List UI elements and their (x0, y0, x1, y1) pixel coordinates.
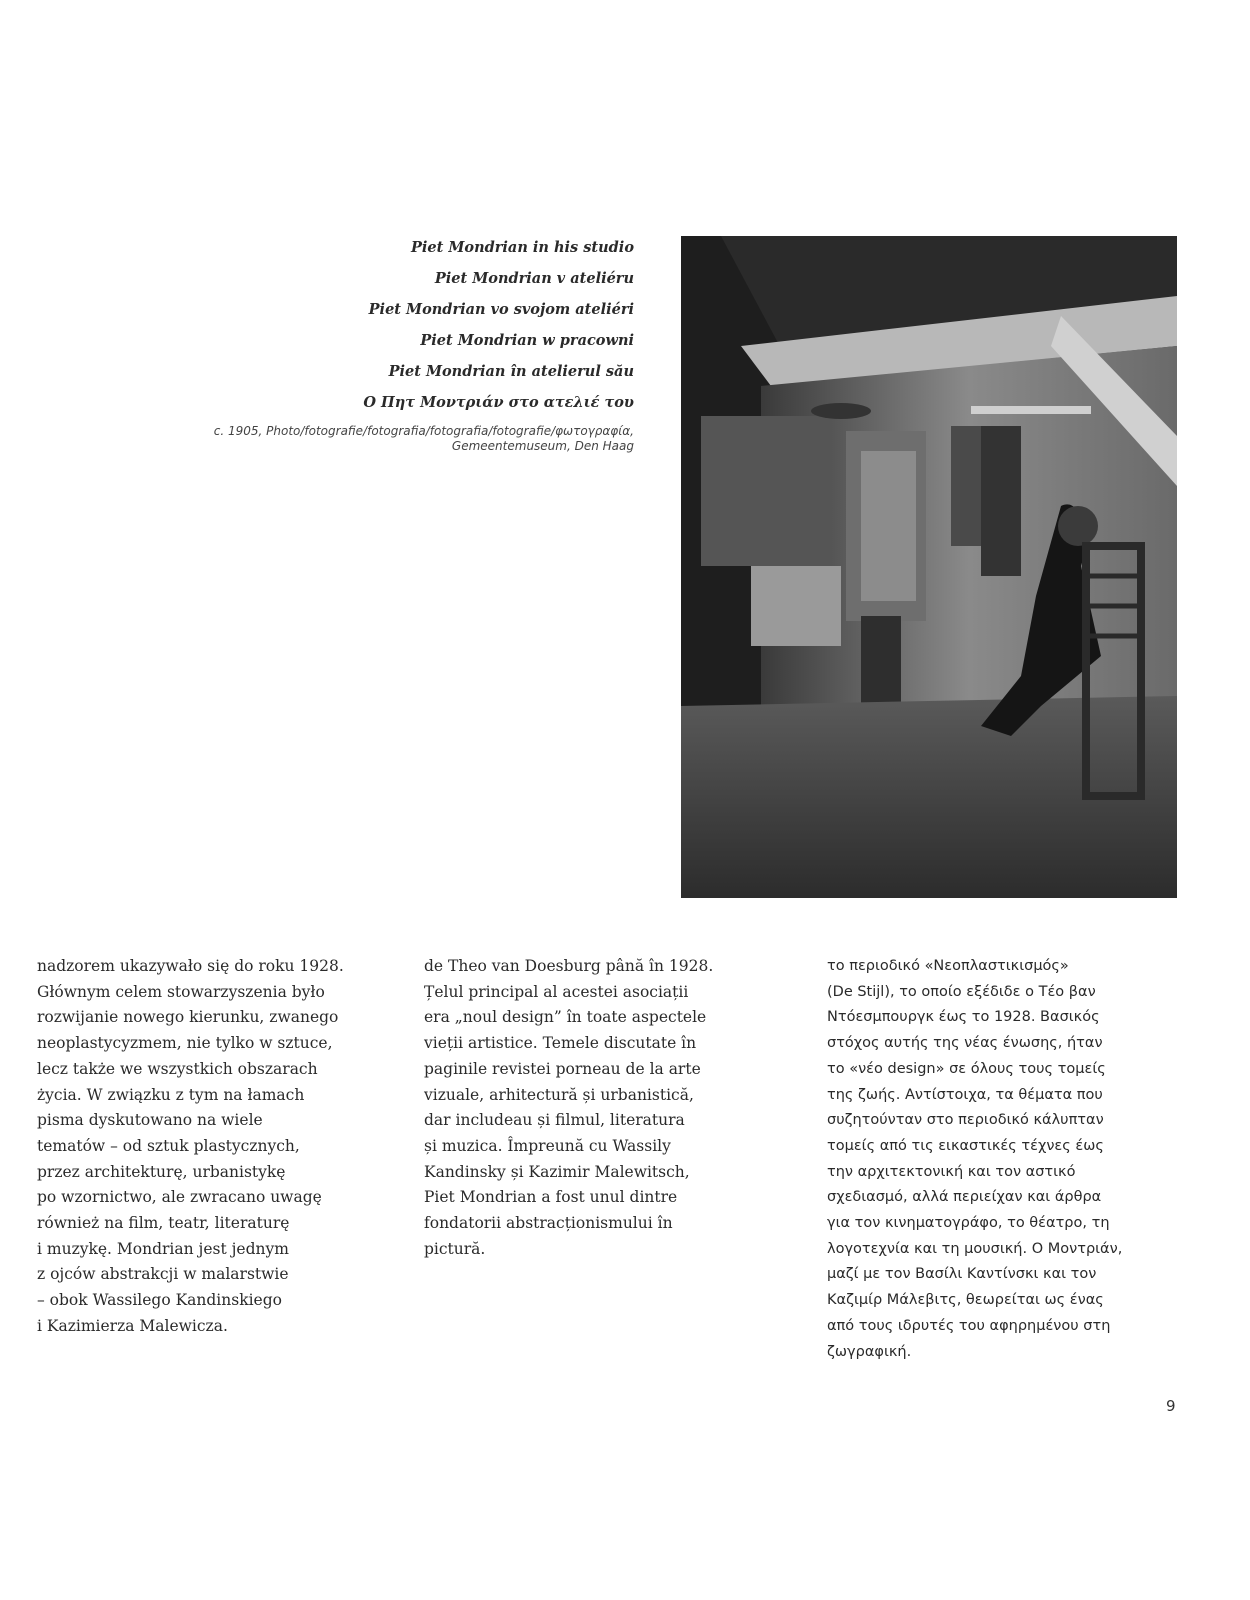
text-line: przez architekturę, urbanistykę (37, 1162, 286, 1181)
body-column-greek (827, 954, 1187, 1365)
photo-caption-block (114, 232, 634, 454)
text-line: Țelul principal al acestei asociații (424, 982, 689, 1001)
text-line: po wzornictwo, ale zwracano uwagę (37, 1188, 322, 1207)
text-line: ζωγραφική. (827, 1343, 912, 1360)
text-line: i muzykę. Mondrian jest jednym (37, 1239, 289, 1258)
text-line: Piet Mondrian a fost unul dintre (424, 1188, 678, 1207)
caption-english: Piet Mondrian in his studio (410, 239, 634, 256)
text-line: Καζιμίρ Μάλεβιτς, θεωρείται ως ένας (827, 1292, 1104, 1309)
text-line: de Theo van Doesburg până în 1928. (424, 957, 714, 975)
credit-line: c. 1905, Photo/fotografie/fotografia/fotografia/fotografie/φωτογραφία, (213, 424, 634, 438)
text-line: era „noul design” în toate aspectele (424, 1008, 707, 1027)
text-line: lecz także we wszystkich obszarach (37, 1059, 318, 1078)
caption-polish: Piet Mondrian w pracowni (420, 332, 634, 349)
text-line: paginile revistei porneau de la arte (424, 1059, 701, 1078)
text-line: της ζωής. Αντίστοιχα, τα θέματα που (827, 1086, 1103, 1103)
body-column-polish (37, 954, 397, 1340)
text-line: vizuale, arhitectură și urbanistică, (424, 1085, 694, 1104)
text-line: λογοτεχνία και τη μουσική. Ο Μοντριάν, (827, 1240, 1123, 1257)
text-line: το «νέο design» σε όλους τους τομείς (827, 1060, 1106, 1077)
text-line: vieții artistice. Temele discutate în (424, 1034, 697, 1053)
text-line: Głównym celem stowarzyszenia było (37, 982, 325, 1001)
text-line: το περιοδικό «Νεοπλαστικισμός» (827, 958, 1069, 974)
text-line: rozwijanie nowego kierunku, zwanego (37, 1008, 339, 1027)
text-line: neoplastycyzmem, nie tylko w sztuce, (37, 1034, 333, 1053)
text-line: στόχος αυτής της νέας ένωσης, ήταν (827, 1035, 1103, 1052)
credit-line: Gemeentemuseum, Den Haag (451, 439, 634, 453)
caption-slovak: Piet Mondrian vo svojom ateliéri (368, 301, 634, 318)
caption-romanian: Piet Mondrian în atelierul său (388, 363, 634, 380)
text-line: fondatorii abstracționismului în (424, 1214, 673, 1233)
text-line: για τον κινηματογράφο, το θέατρο, τη (827, 1215, 1110, 1232)
text-line: συζητούνταν στο περιοδικό κάλυπταν (827, 1112, 1104, 1129)
text-line: z ojców abstrakcji w malarstwie (37, 1265, 289, 1284)
text-line: από τους ιδρυτές του αφηρημένου στη (827, 1317, 1111, 1334)
text-line: i Kazimierza Malewicza. (37, 1316, 228, 1335)
text-line: Ντόεσμπουργκ έως το 1928. Βασικός (827, 1009, 1100, 1026)
studio-photograph-illustration (681, 236, 1177, 898)
photo-credit (114, 424, 634, 454)
text-line: τομείς από τις εικαστικές τέχνες έως (827, 1137, 1104, 1154)
page-number: 9 (1166, 1397, 1176, 1415)
text-line: pisma dyskutowano na wiele (37, 1111, 263, 1130)
caption-czech: Piet Mondrian v ateliéru (434, 270, 634, 287)
text-line: nadzorem ukazywało się do roku 1928. (37, 957, 344, 975)
studio-photograph (681, 236, 1177, 898)
text-line: și muzica. Împreună cu Wassily (424, 1136, 671, 1155)
text-line: την αρχιτεκτονική και τον αστικό (827, 1163, 1076, 1180)
text-line: – obok Wassilego Kandinskiego (37, 1291, 282, 1310)
text-line: również na film, teatr, literaturę (37, 1214, 290, 1233)
caption-greek: O Πητ Μοντριάν στο ατελιέ του (363, 394, 634, 411)
text-line: Kandinsky și Kazimir Malewitsch, (424, 1162, 690, 1181)
text-line: życia. W związku z tym na łamach (37, 1085, 305, 1104)
text-line: σχεδιασμό, αλλά περιείχαν και άρθρα (827, 1189, 1102, 1206)
text-line: tematów – od sztuk plastycznych, (37, 1136, 300, 1155)
text-line: dar includeau și filmul, literatura (424, 1111, 685, 1130)
text-line: μαζί με τον Βασίλι Καντίνσκι και τον (827, 1266, 1097, 1283)
body-column-romanian (424, 954, 784, 1262)
text-line: pictură. (424, 1239, 486, 1258)
text-line: (De Stijl), το οποίο εξέδιδε ο Τέο βαν (827, 983, 1096, 1000)
